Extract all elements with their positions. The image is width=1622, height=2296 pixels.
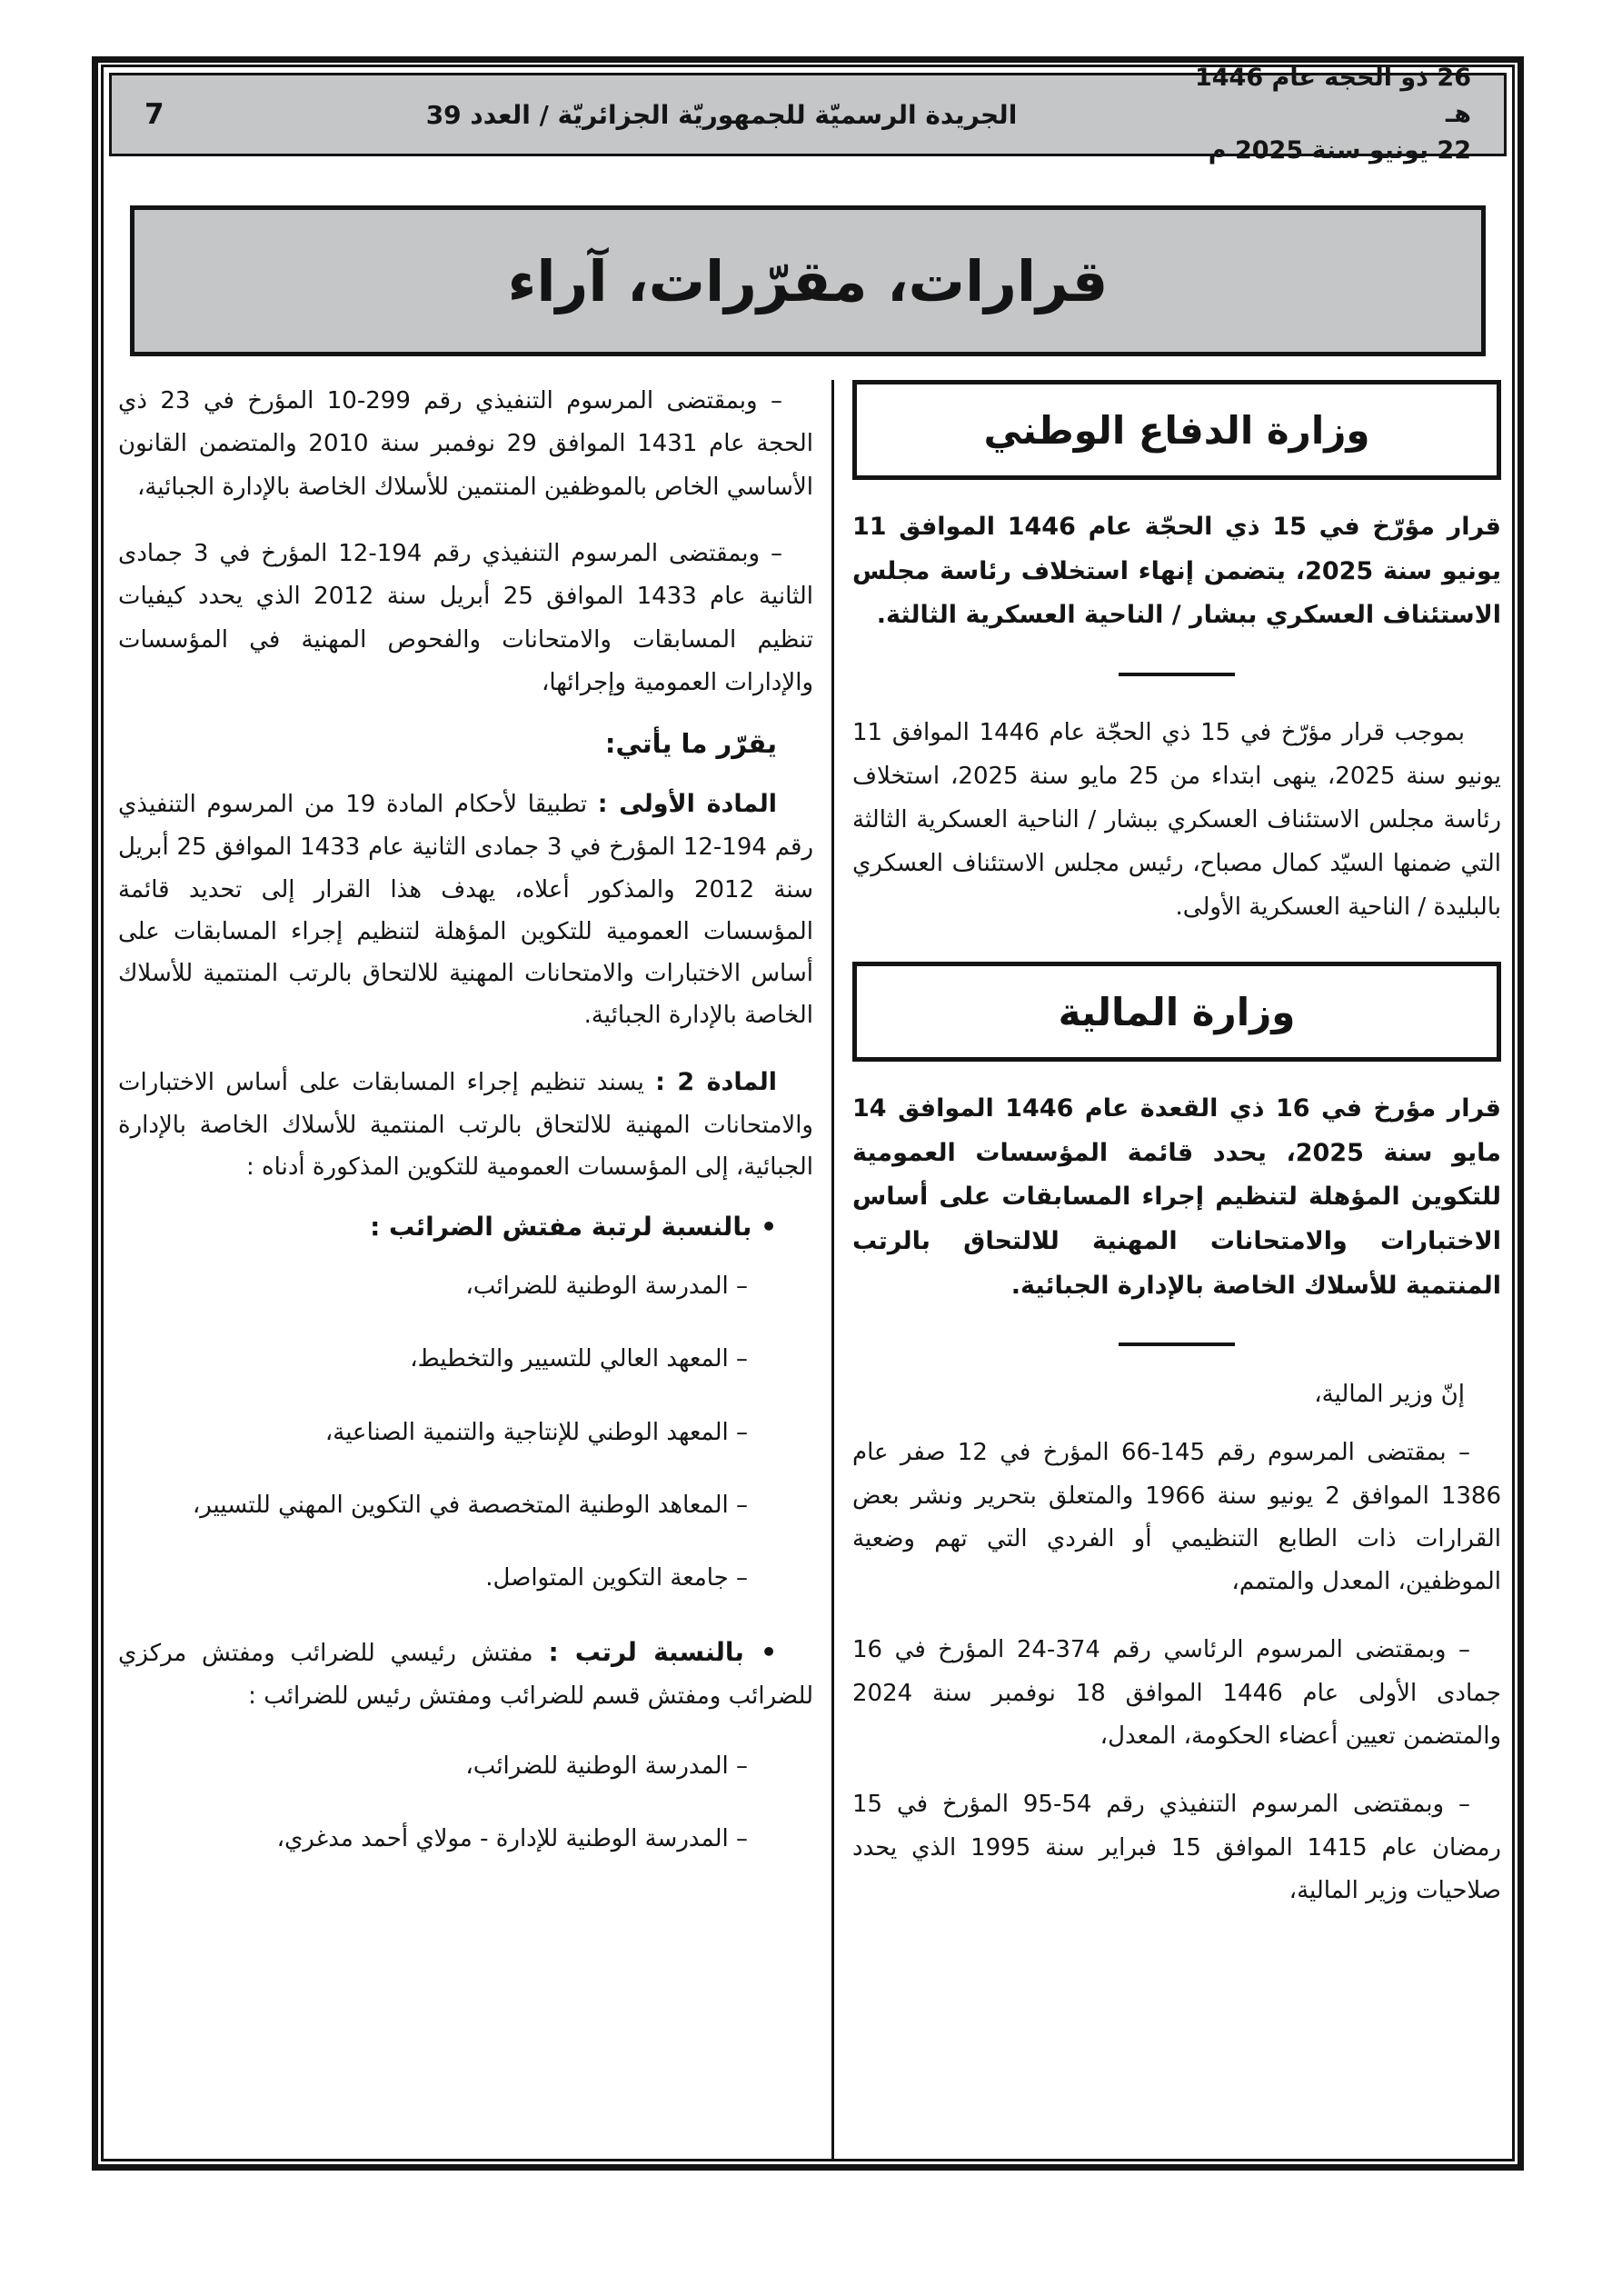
- separator-rule: [1119, 1343, 1235, 1346]
- institution-item: – المدرسة الوطنية للضرائب،: [465, 1273, 748, 1301]
- finance-decree-title: قرار مؤرخ في 16 ذي القعدة عام 1446 الموافق 14 مايو سنة 2025، يحدد قائمة المؤسسات العمومية للتكوين المؤهلة لتنظيم إجراء المسابقات على أساس الاختبارات والامتحانات المهنية للالتحاق بالرتب المنتمية للأسلاك الخاصة بالإدارة الجبائية.: [852, 1094, 1501, 1300]
- decides-formula: يقرّر ما يأتي:: [604, 728, 777, 760]
- visa-clause: – وبمقتضى المرسوم التنفيذي رقم 299-10 المؤرخ في 23 ذي الحجة عام 1431 الموافق 29 نوفمبر سنة 2010 والمتضمن القانون الأساسي الخاص بالموظفين المنتمين للأسلاك الخاصة بالإدارة الجبائية،: [118, 387, 814, 501]
- page-frame-inner: [101, 65, 1515, 2161]
- article-2-text: يسند تنظيم إجراء المسابقات على أساس الاختبارات والامتحانات المهنية للالتحاق بالرتب المنتمية للأسلاك الخاصة بالإدارة الجبائية، إلى المؤسسات العمومية للتكوين المذكورة أدناه :: [118, 1068, 813, 1181]
- finance-clause: – بمقتضى المرسوم رقم 145-66 المؤرخ في 12 صفر عام 1386 الموافق 2 يونيو سنة 1966 والمتعلق بتحرير ونشر بعض القرارات ذات الطابع التنظيمي أو الفردي التي تهم وضعية الموظفين، المعدل والمتمم،: [852, 1439, 1501, 1596]
- ministry-defense-box: [852, 380, 1501, 480]
- column-left: [118, 380, 813, 2161]
- article-2: [118, 1061, 813, 1189]
- finance-clause: – وبمقتضى المرسوم الرئاسي رقم 374-24 المؤرخ في 16 جمادى الأولى عام 1446 الموافق 18 نوفمبر سنة 2024 والمتضمن تعيين أعضاء الحكومة، المعدل،: [852, 1636, 1501, 1751]
- finance-clause: – وبمقتضى المرسوم التنفيذي رقم 54-95 المؤرخ في 15 رمضان عام 1415 الموافق 15 فبراير سنة 1995 الذي يحدد صلاحيات وزير المالية،: [852, 1791, 1501, 1905]
- minister-intro: إنّ وزير المالية،: [1314, 1381, 1465, 1409]
- defense-decree-body: بموجب قرار مؤرّخ في 15 ذي الحجّة عام 1446 الموافق 11 يونيو سنة 2025، ينهى ابتداء من 25 مايو سنة 2025، استخلاف رئاسة مجلس الاستئناف العسكري ببشار / الناحية العسكرية الثالثة التي ضمنها السيّد كمال مصباح، رئيس مجلس الاستئناف العسكري بالبليدة / الناحية العسكرية الأولى.: [852, 718, 1502, 922]
- column-divider: [831, 380, 834, 2161]
- page-number: 7: [144, 98, 164, 131]
- separator-rule: [1119, 673, 1235, 676]
- rank-heading-multiple-text: مفتش رئيسي للضرائب ومفتش مركزي للضرائب ومفتش قسم للضرائب ومفتش رئيس للضرائب :: [118, 1640, 813, 1711]
- column-right: [852, 380, 1501, 2161]
- article-1-label: المادة الأولى :: [597, 790, 778, 819]
- header-dates: [1162, 60, 1471, 169]
- defense-decree-title: قرار مؤرّخ في 15 ذي الحجّة عام 1446 الموافق 11 يونيو سنة 2025، يتضمن إنهاء استخلاف رئاسة مجلس الاستئناف العسكري ببشار / الناحية العسكرية الثالثة.: [852, 513, 1502, 630]
- institution-item: – المدرسة الوطنية للضرائب،: [465, 1752, 748, 1780]
- visa-clause: – وبمقتضى المرسوم التنفيذي رقم 194-12 المؤرخ في 3 جمادى الثانية عام 1433 الموافق 25 أبريل سنة 2012 الذي يحدد كيفيات تنظيم المسابقات والامتحانات والفحوص المهنية في المؤسسات والإدارات العمومية وإجرائها،: [118, 539, 813, 696]
- institution-item: – المدرسة الوطنية للإدارة - مولاي أحمد مدغري،: [276, 1824, 748, 1852]
- date-gregorian: 22 يونيو سنة 2025 م: [1208, 136, 1471, 165]
- page-frame-outer: [92, 56, 1524, 2171]
- article-1-text: تطبيقا لأحكام المادة 19 من المرسوم التنفيذي رقم 194-12 المؤرخ في 3 جمادى الثانية عام 1433 الموافق 25 أبريل سنة 2012 والمذكور أعلاه، يهدف هذا القرار إلى تحديد قائمة المؤسسات العمومية للتكوين المؤهلة لتنظيم إجراء المسابقات على أساس الاختبارات والامتحانات المهنية للالتحاق بالرتب المنتمية للأسلاك الخاصة بالإدارة الجبائية.: [118, 791, 814, 1030]
- rank-heading-inspector: • بالنسبة لرتبة مفتش الضرائب :: [370, 1212, 777, 1243]
- institution-item: – المعهد الوطني للإنتاجية والتنمية الصناعية،: [324, 1418, 748, 1446]
- rank-heading-multiple-label: • بالنسبة لرتب :: [548, 1637, 778, 1668]
- institution-item: – المعاهد الوطنية المتخصصة في التكوين المهني للتسيير،: [192, 1491, 748, 1519]
- ministry-finance-title: وزارة المالية: [1058, 989, 1296, 1034]
- institution-item: – جامعة التكوين المتواصل.: [485, 1564, 748, 1592]
- date-hijri: 26 ذو الحجة عام 1446 هـ: [1194, 64, 1471, 128]
- rank-heading-multiple: [118, 1630, 813, 1717]
- two-column-layout: [109, 380, 1507, 2161]
- section-banner: [130, 205, 1486, 356]
- article-1: [118, 783, 813, 1036]
- journal-title: الجريدة الرسميّة للجمهوريّة الجزائريّة / العدد 39: [425, 99, 1018, 130]
- institution-item: – المعهد العالي للتسيير والتخطيط،: [410, 1345, 748, 1373]
- banner-title: قرارات، مقرّرات، آراء: [507, 247, 1109, 314]
- header-band: [109, 64, 1507, 165]
- article-2-label: المادة 2 :: [655, 1067, 778, 1096]
- ministry-defense-title: وزارة الدفاع الوطني: [983, 407, 1370, 453]
- ministry-finance-box: [852, 962, 1501, 1062]
